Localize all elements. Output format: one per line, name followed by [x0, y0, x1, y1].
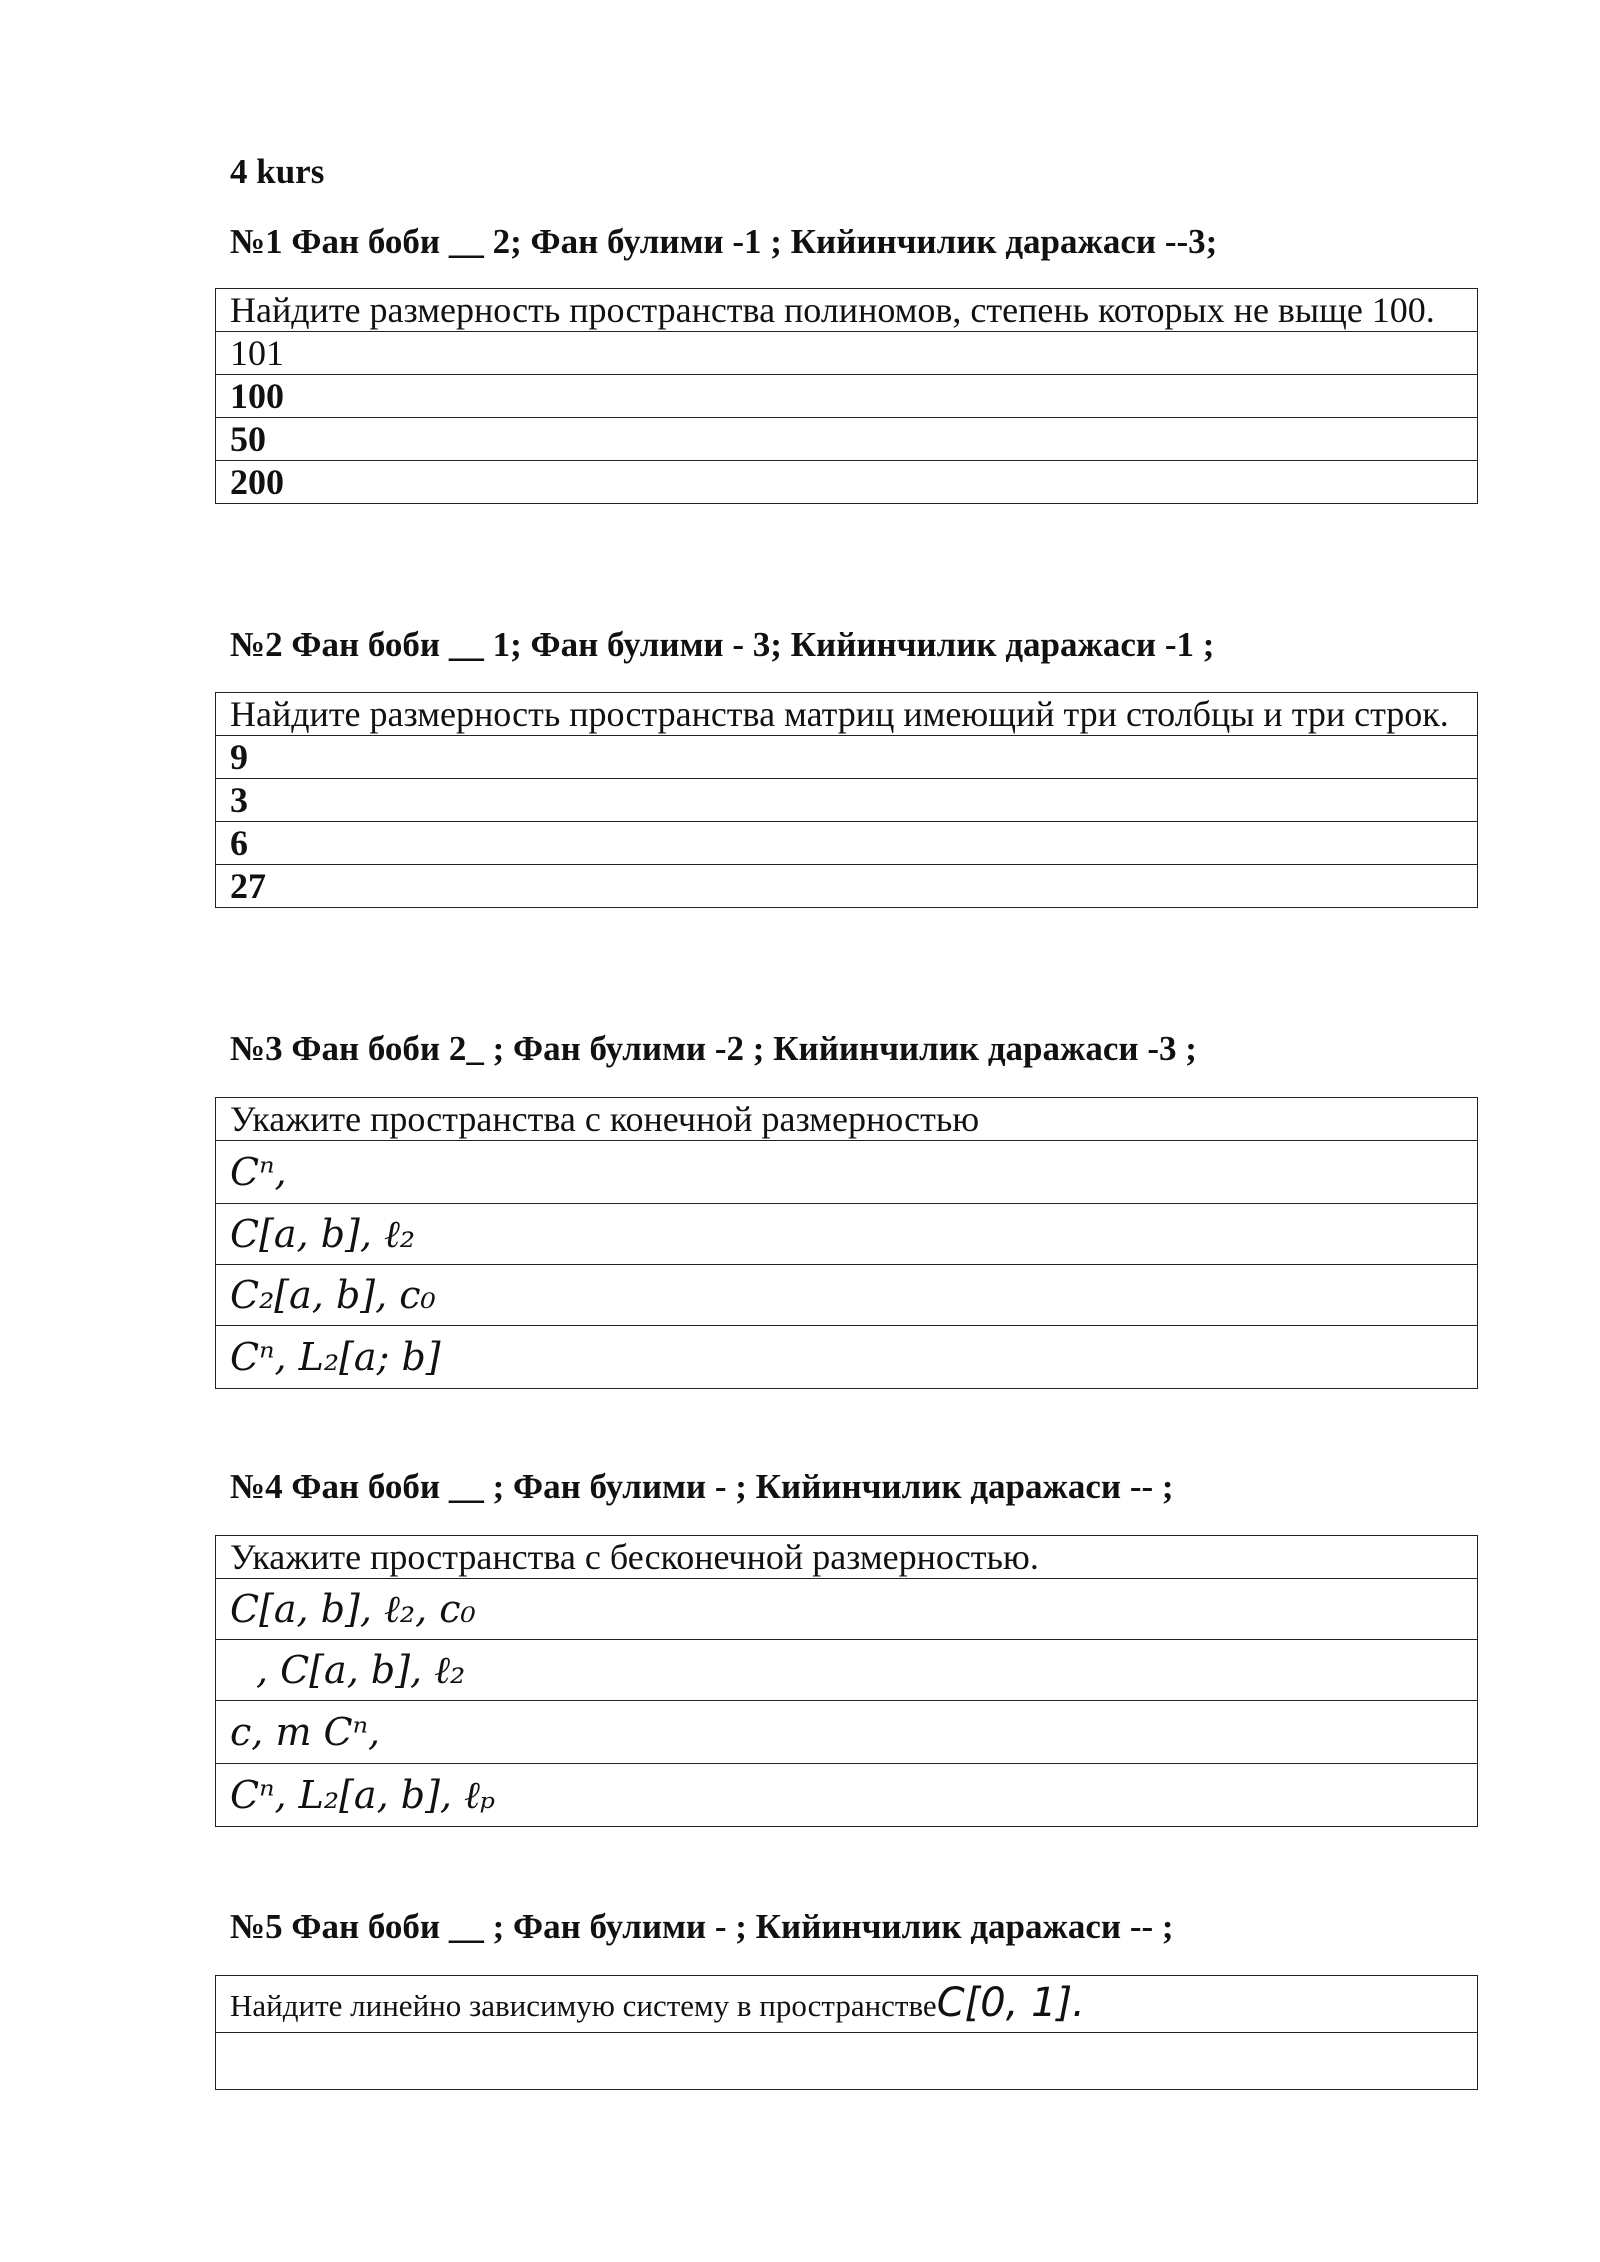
question-4-option-4: Cⁿ, L₂[a, b], ℓₚ: [216, 1764, 1478, 1827]
question-4-table: [215, 1535, 1478, 1827]
question-2-option-1: 9: [216, 736, 1478, 779]
question-4-option-2: , C[a, b], ℓ₂: [216, 1640, 1478, 1701]
question-1-table: [215, 288, 1478, 504]
question-3-option-4: Cⁿ, L₂[a; b]: [216, 1326, 1478, 1389]
course-label: 4 kurs: [230, 152, 325, 191]
question-5-text: Найдите линейно зависимую систему в пространстве: [230, 1987, 937, 2023]
question-5-header: №5 Фан боби __ ; Фан булими - ; Кийинчилик даражаси -- ;: [230, 1907, 1174, 1946]
question-3-option-3: C₂[a, b], c₀: [216, 1265, 1478, 1326]
question-3-header: №3 Фан боби 2_ ; Фан булими -2 ; Кийинчилик даражаси -3 ;: [230, 1029, 1197, 1068]
question-3-option-1: Cⁿ,: [216, 1141, 1478, 1204]
question-2-option-4: 27: [216, 865, 1478, 908]
question-2-option-3: 6: [216, 822, 1478, 865]
question-1-option-2: 100: [216, 375, 1478, 418]
question-1-header: №1 Фан боби __ 2; Фан булими -1 ; Кийинчилик даражаси --3;: [230, 222, 1218, 261]
question-3-text: Укажите пространства с конечной размерностью: [216, 1098, 1478, 1141]
question-5-formula: C[0, 1].: [936, 1979, 1085, 2026]
question-1-text: Найдите размерность пространства полиномов, степень которых не выще 100.: [216, 289, 1478, 332]
question-2-option-2: 3: [216, 779, 1478, 822]
question-2-table: [215, 692, 1478, 908]
question-3-table: [215, 1097, 1478, 1389]
question-2-header: №2 Фан боби __ 1; Фан булими - 3; Кийинчилик даражаси -1 ;: [230, 625, 1215, 664]
question-2-text: Найдите размерность пространства матриц имеющий три столбцы и три строк.: [216, 693, 1478, 736]
question-4-header: №4 Фан боби __ ; Фан булими - ; Кийинчилик даражаси -- ;: [230, 1467, 1174, 1506]
question-4-text: Укажите пространства с бесконечной размерностью.: [216, 1536, 1478, 1579]
question-5-text-cell: [216, 1976, 1478, 2033]
question-1-option-4: 200: [216, 461, 1478, 504]
question-1-option-3: 50: [216, 418, 1478, 461]
question-3-option-2: C[a, b], ℓ₂: [216, 1204, 1478, 1265]
question-1-option-1: 101: [216, 332, 1478, 375]
question-4-option-3: c, m Cⁿ,: [216, 1701, 1478, 1764]
question-5-empty-row: [216, 2033, 1478, 2090]
question-5-table: [215, 1975, 1478, 2090]
question-4-option-1: C[a, b], ℓ₂, c₀: [216, 1579, 1478, 1640]
